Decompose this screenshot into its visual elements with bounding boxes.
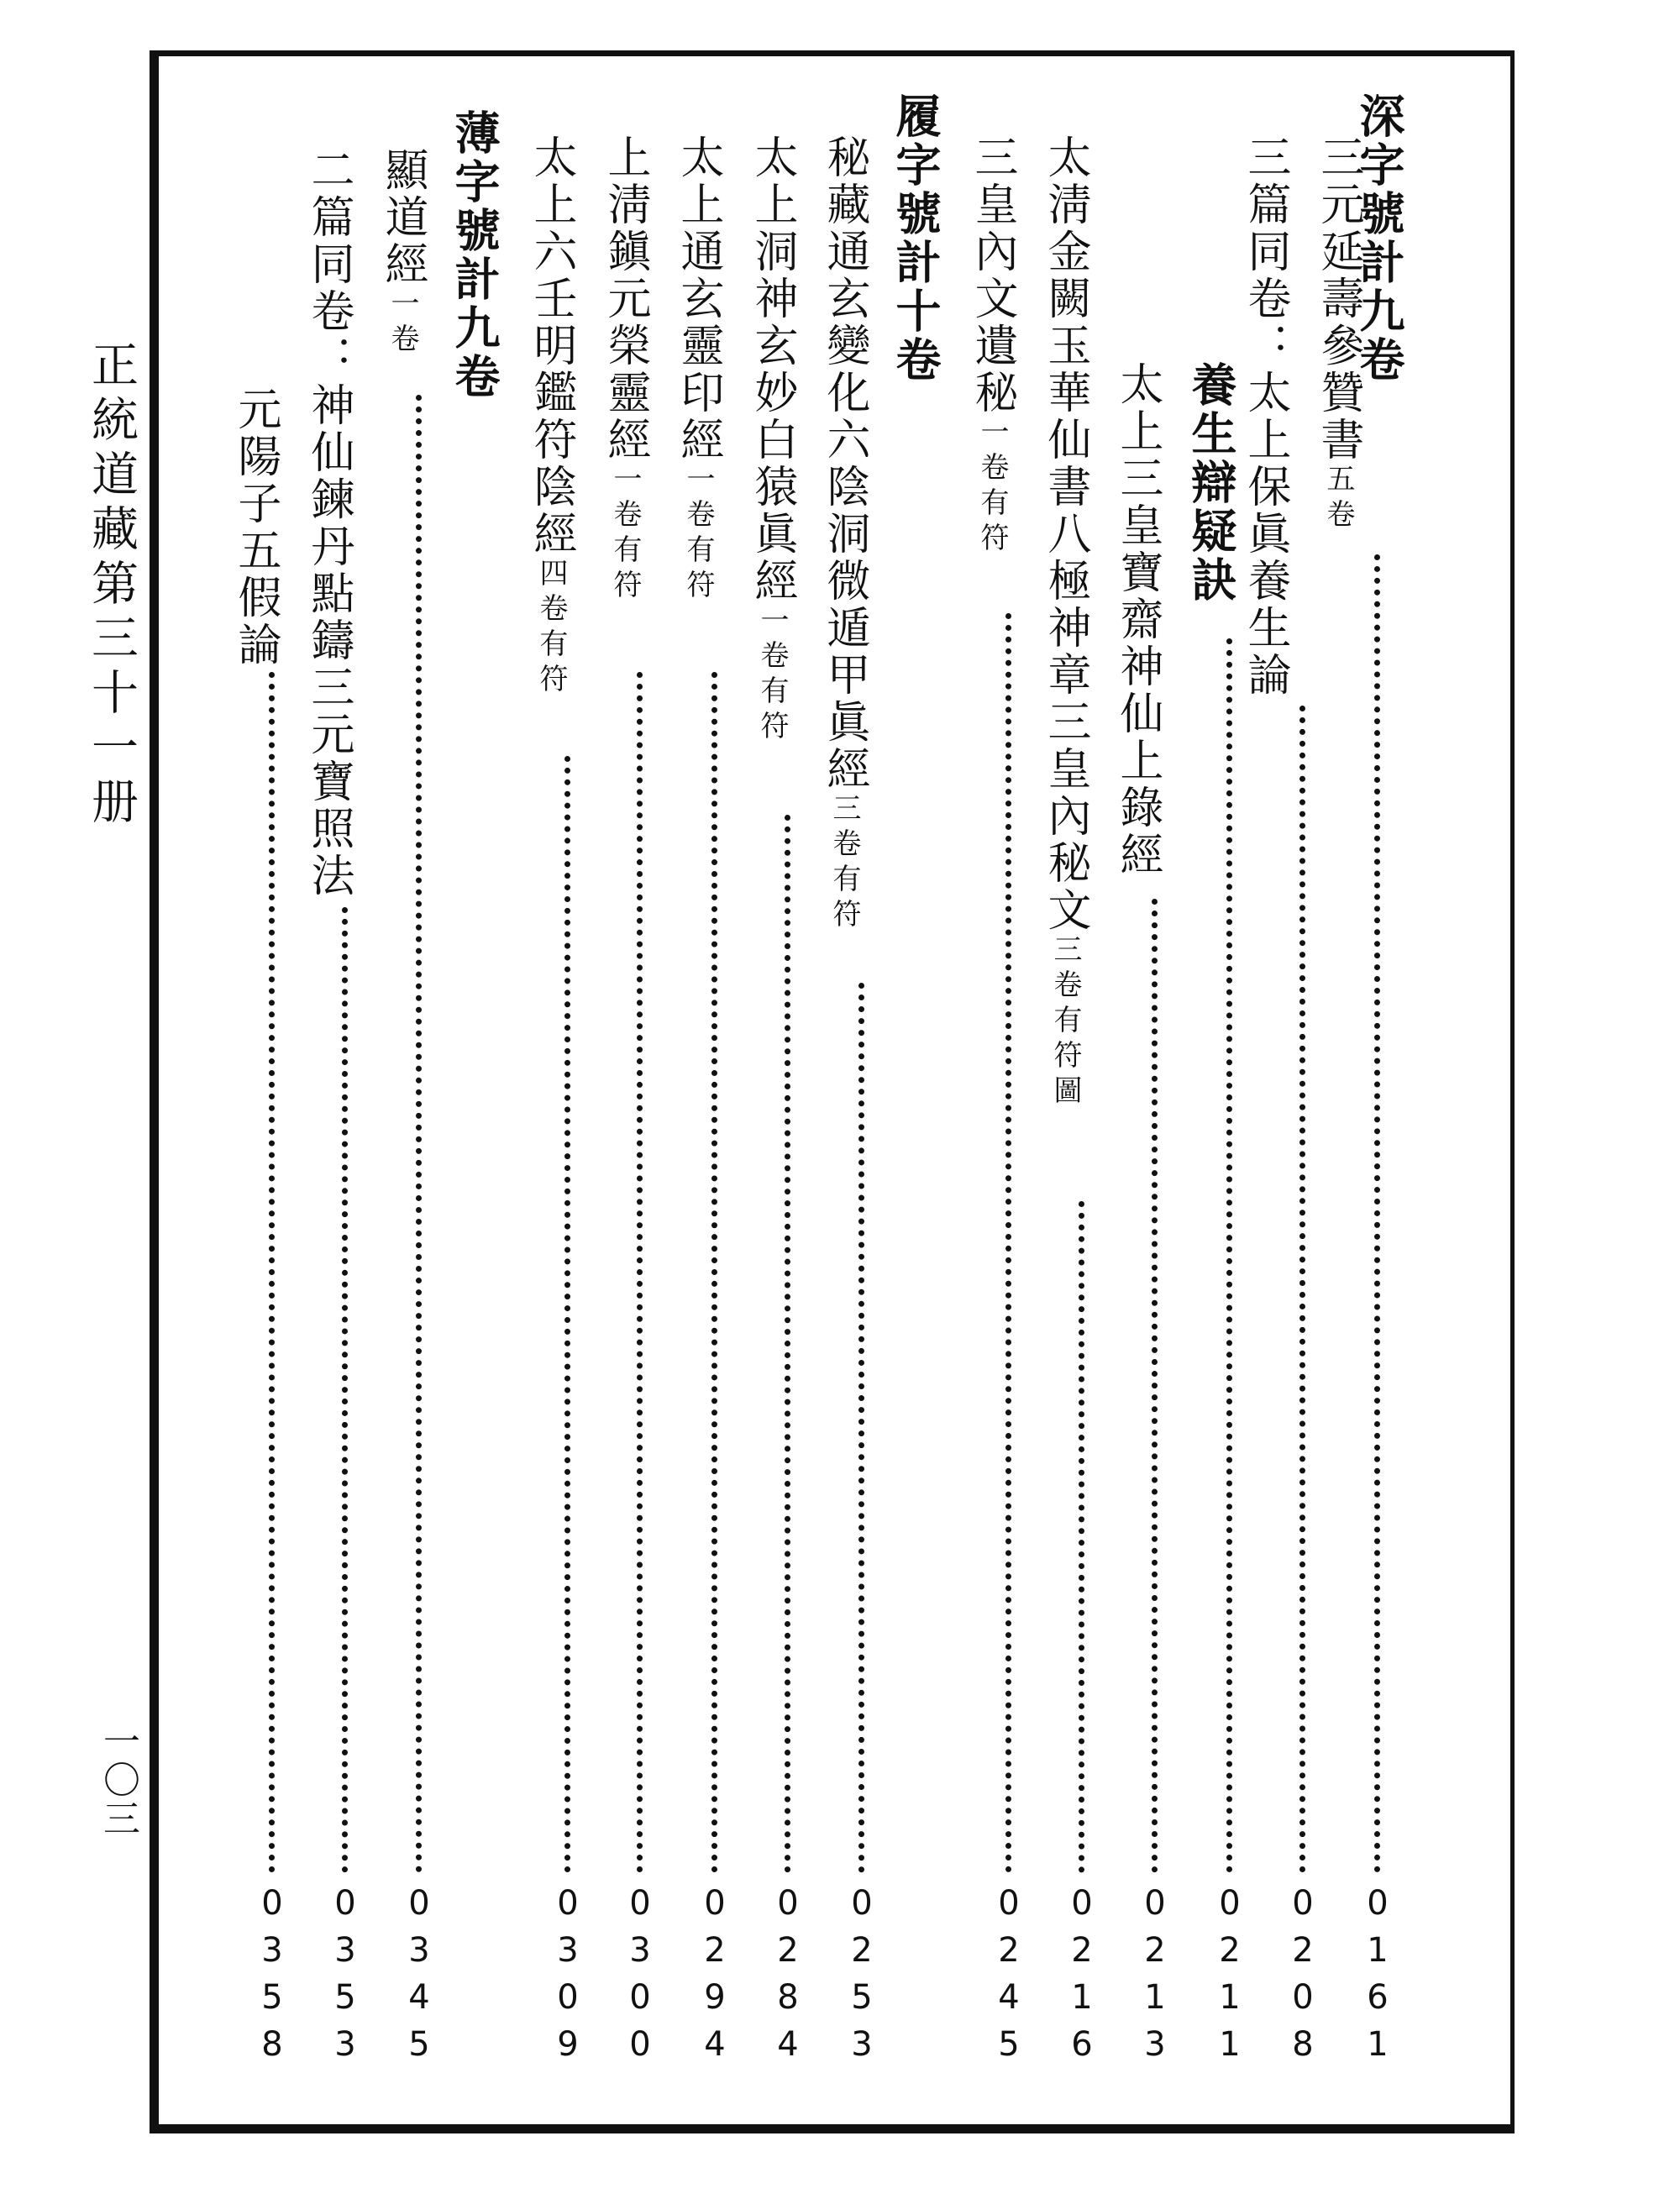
entry-title: 太上三皇寶齋神仙上錄經 — [1112, 361, 1163, 879]
toc-entry — [526, 134, 576, 699]
page-ref: 0 3 0 0 — [629, 1884, 651, 2064]
toc-entry — [747, 134, 797, 746]
dot-leader — [269, 672, 275, 1873]
dot-leader — [1152, 899, 1158, 1873]
entry-title: 上淸鎭元榮靈經 — [600, 134, 650, 464]
page-ref: 0 2 5 3 — [851, 1884, 873, 2064]
page-ref: 0 2 1 3 — [1144, 1884, 1166, 2064]
entry-note: 三卷有符圖 — [1048, 934, 1082, 1110]
page-ref: 0 2 4 5 — [998, 1884, 1020, 2064]
toc-entry — [1313, 134, 1363, 534]
section-heading: 深字號計九卷 — [1352, 92, 1406, 385]
entry-note: 一卷有符 — [755, 605, 789, 746]
toc-entry — [230, 386, 281, 669]
toc-entry — [377, 147, 428, 359]
toc-entry — [967, 134, 1017, 558]
entry-note: 一卷有符 — [681, 464, 715, 605]
dot-leader — [1079, 1201, 1084, 1873]
dot-leader — [1299, 706, 1305, 1873]
volume-title: 正統道藏第三十一册 — [84, 340, 139, 832]
page-ref: 0 2 1 6 — [1071, 1884, 1093, 2064]
page-ref: 0 2 1 1 — [1219, 1884, 1241, 2064]
entry-title: 三皇內文遺秘 — [967, 134, 1017, 417]
page-ref: 0 2 9 4 — [704, 1884, 726, 2064]
dot-leader — [1226, 638, 1232, 1873]
section-heading: 履字號計十卷 — [889, 92, 942, 385]
toc-entry — [1240, 134, 1290, 699]
entry-title: 顯道經 — [377, 147, 428, 288]
entry-title: 太上通玄靈印經 — [673, 134, 723, 464]
toc-entry — [303, 147, 354, 900]
dot-leader — [785, 815, 790, 1873]
entry-title: 太淸金闕玉華仙書八極神章三皇內秘文 — [1040, 134, 1090, 934]
entry-note: 三卷有符 — [827, 793, 861, 934]
toc-entry — [819, 134, 869, 934]
page-ref: 0 3 5 8 — [261, 1884, 283, 2064]
page-ref: 0 3 4 5 — [408, 1884, 430, 2064]
toc-entry: 養生辯疑訣 — [1184, 361, 1238, 605]
dot-leader — [342, 907, 348, 1873]
dot-leader — [1374, 554, 1380, 1873]
dot-leader — [637, 672, 643, 1873]
entry-note: 五卷 — [1321, 464, 1355, 534]
entry-title: 二篇同卷：神仙鍊丹點鑄三元寶照法 — [303, 147, 354, 900]
page-ref: 0 2 8 4 — [777, 1884, 799, 2064]
entry-title: 秘藏通玄變化六陰洞微遁甲眞經 — [819, 134, 869, 793]
page-ref: 0 3 5 3 — [334, 1884, 356, 2064]
entry-note: 一卷有符 — [608, 464, 642, 605]
dot-leader — [416, 395, 422, 1873]
section-heading: 薄字號計九卷 — [448, 109, 501, 401]
entry-note: 四卷有符 — [534, 558, 568, 699]
entry-note: 一卷 — [386, 288, 419, 359]
dot-leader — [711, 672, 717, 1873]
dot-leader — [1005, 613, 1011, 1873]
entry-title: 太上洞神玄妙白猿眞經 — [747, 134, 797, 605]
dot-leader — [564, 756, 570, 1873]
toc-entry — [1040, 134, 1090, 1110]
page-number: 一〇三 — [97, 1722, 139, 1838]
dot-leader — [858, 983, 864, 1873]
entry-title: 三篇同卷：太上保眞養生論 — [1240, 134, 1290, 699]
toc-entry — [673, 134, 723, 605]
entry-note: 一卷有符 — [975, 417, 1009, 558]
toc-entry — [1112, 361, 1163, 879]
entry-title: 元陽子五假論 — [230, 386, 281, 669]
page-ref: 0 3 0 9 — [557, 1884, 579, 2064]
entry-title: 太上六壬明鑑符陰經 — [526, 134, 576, 558]
entry-title: 三元延壽參贊書 — [1313, 134, 1363, 464]
page-ref: 0 1 6 1 — [1367, 1884, 1389, 2064]
page-ref: 0 2 0 8 — [1292, 1884, 1314, 2064]
toc-entry — [600, 134, 650, 605]
